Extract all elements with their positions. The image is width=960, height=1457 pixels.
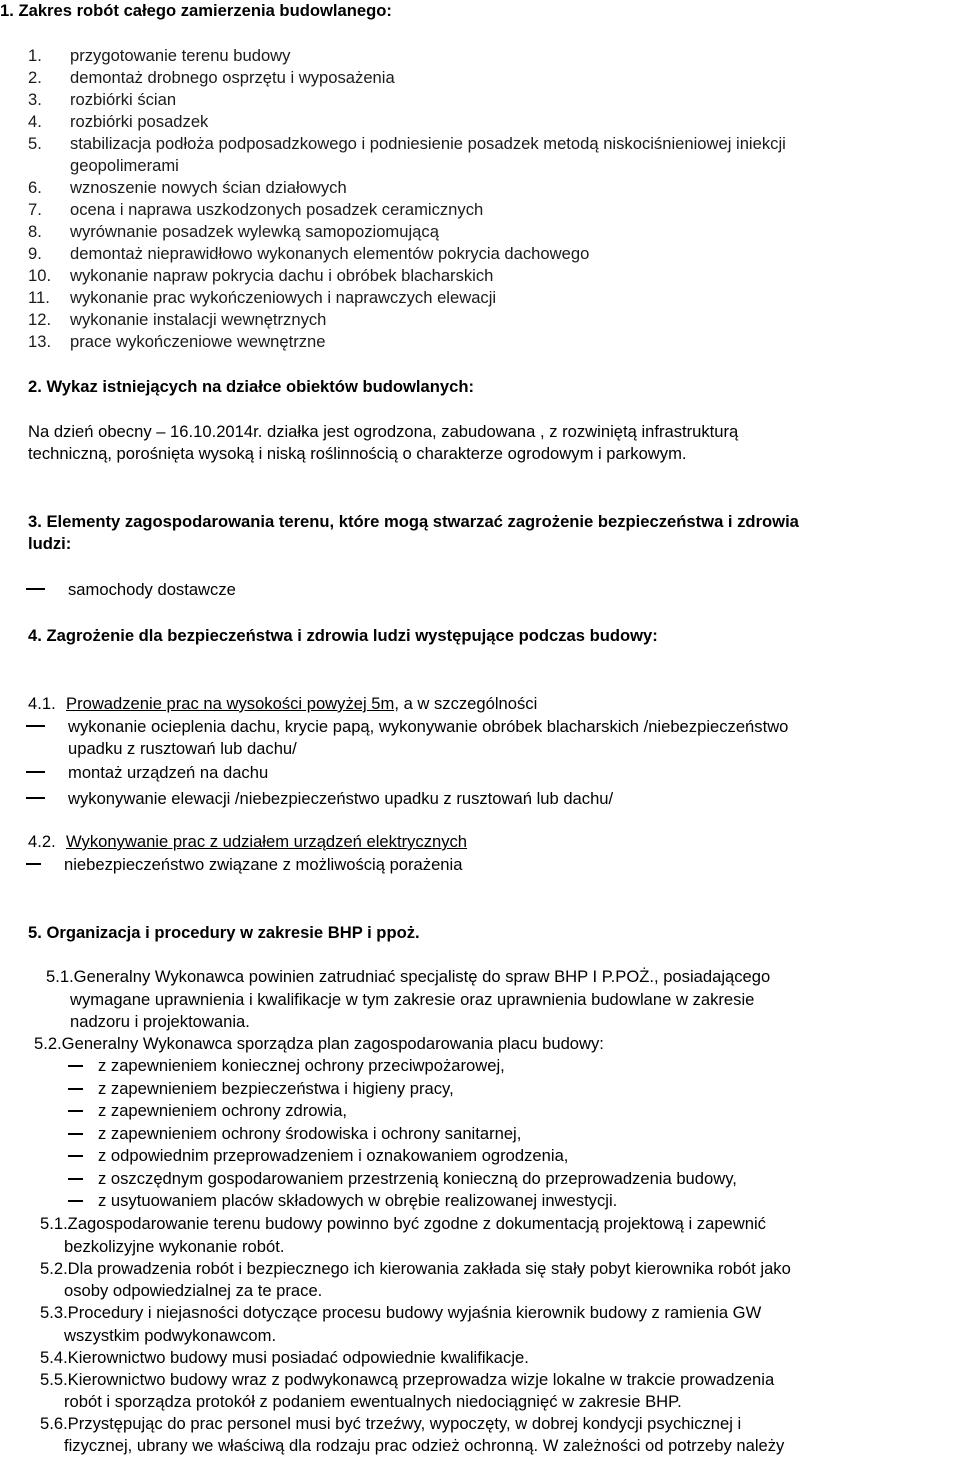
dash-bullet-icon [26,863,41,865]
list-num: 12. [28,310,52,329]
dash-bullet-icon [26,588,45,590]
list-num: 3. [28,90,42,109]
subsection-title-rest: a w szczególności [398,694,538,713]
dash-bullet-icon [68,1110,83,1112]
list-item: z zapewnieniem ochrony zdrowia, [98,1101,348,1120]
list-item: wykonanie prac wykończeniowych i naprawczych elewacji [70,288,497,307]
section-5-heading: 5. Organizacja i procedury w zakresie BHP i ppoż. [28,923,420,942]
list-num: 5. [28,134,42,153]
list-item: niebezpieczeństwo związane z możliwością porażenia [64,855,463,874]
dash-bullet-icon [68,1065,83,1067]
list-num: 8. [28,222,42,241]
paragraph-line: osoby odpowiedzialnej za te prace. [64,1281,323,1300]
list-num: 9. [28,244,42,263]
list-num: 2. [28,68,42,87]
list-item: przygotowanie terenu budowy [70,46,291,65]
list-item: ocena i naprawa uszkodzonych posadzek ceramicznych [70,200,484,219]
list-item: stabilizacja podłoża podposadzkowego i podniesienie posadzek metodą niskociśnieniowej iniekcji [70,134,786,153]
section-1-heading: 1. Zakres robót całego zamierzenia budowlanego: [0,1,392,20]
subsection-title-line [66,694,537,714]
list-item: demontaż drobnego osprzętu i wyposażenia [70,68,395,87]
list-item: wyrównanie posadzek wylewką samopoziomującą [70,222,439,241]
paragraph-line: 5.1.Generalny Wykonawca powinien zatrudniać specjalistę do spraw BHP I P.POŻ., posiadającego [46,967,771,986]
list-item: z zapewnieniem ochrony środowiska i ochrony sanitarnej, [98,1124,522,1143]
list-item: z zapewnieniem koniecznej ochrony przeciwpożarowej, [98,1056,505,1075]
list-item: wznoszenie nowych ścian działowych [70,178,347,197]
dash-bullet-icon [26,725,45,727]
dash-bullet-icon [68,1200,83,1202]
paragraph-line: robót i sporządza protokół z podaniem ewentualnych niedociągnięć w zakresie BHP. [64,1392,682,1411]
section-3-heading: 3. Elementy zagospodarowania terenu, które mogą stwarzać zagrożenie bezpieczeństwa i zdrowia [28,512,799,531]
paragraph-line: 5.3.Procedury i niejasności dotyczące procesu budowy wyjaśnia kierownik budowy z ramienia GW [40,1303,762,1322]
list-item: z usytuowaniem placów składowych w obrębie realizowanej inwestycji. [98,1191,618,1210]
list-item: z oszczędnym gospodarowaniem przestrzenią konieczną do przeprowadzenia budowy, [98,1169,737,1188]
list-item: wykonanie ocieplenia dachu, krycie papą, wykonywanie obróbek blacharskich /niebezpieczeństwo [68,717,789,736]
dash-bullet-icon [68,1178,83,1180]
paragraph-line: 5.4.Kierownictwo budowy musi posiadać odpowiednie kwalifikacje. [40,1348,529,1367]
list-num: 1. [28,46,42,65]
list-item: z odpowiednim przeprowadzeniem i oznakowaniem ogrodzenia, [98,1146,569,1165]
list-item: rozbiórki posadzek [70,112,209,131]
list-item: prace wykończeniowe wewnętrzne [70,332,326,351]
subsection-number: 4.1. [28,694,56,713]
paragraph-line: 5.2.Generalny Wykonawca sporządza plan zagospodarowania placu budowy: [34,1034,604,1053]
list-item: demontaż nieprawidłowo wykonanych elementów pokrycia dachowego [70,244,590,263]
dash-bullet-icon [26,771,45,773]
list-item: wykonywanie elewacji /niebezpieczeństwo upadku z rusztowań lub dachu/ [68,789,614,808]
list-num: 10. [28,266,52,285]
paragraph-line: wymagane uprawnienia i kwalifikacje w tym zakresie oraz uprawnienia budowlane w zakresie [70,990,755,1009]
list-item: wykonanie napraw pokrycia dachu i obróbek blacharskich [70,266,494,285]
paragraph-line: techniczną, porośnięta wysoką i niską roślinnością o charakterze ogrodowym i parkowym. [28,444,687,463]
dash-bullet-icon [68,1133,83,1135]
dash-bullet-icon [26,797,45,799]
dash-bullet-icon [68,1155,83,1157]
subsection-number: 4.2. [28,832,56,851]
paragraph-line: fizycznej, ubrany we właściwą dla rodzaju prac odzież ochronną. W zależności od potrzeby należy [64,1436,785,1455]
list-item: rozbiórki ścian [70,90,177,109]
paragraph-line: Na dzień obecny – 16.10.2014r. działka jest ogrodzona, zabudowana , z rozwiniętą infrastrukturą [28,422,739,441]
list-item: montaż urządzeń na dachu [68,763,269,782]
list-item: samochody dostawcze [68,580,236,599]
paragraph-line: 5.1.Zagospodarowanie terenu budowy powinno być zgodne z dokumentacją projektową i zapewnić [40,1214,766,1233]
section-2-heading: 2. Wykaz istniejących na działce obiektów budowlanych: [28,377,475,396]
paragraph-line: nadzoru i projektowania. [70,1012,250,1031]
section-4-heading: 4. Zagrożenie dla bezpieczeństwa i zdrowia ludzi występujące podczas budowy: [28,626,658,645]
list-item: z zapewnieniem bezpieczeństwa i higieny pracy, [98,1079,454,1098]
list-num: 4. [28,112,42,131]
list-item-cont: upadku z rusztowań lub dachu/ [68,739,297,758]
list-item-cont: geopolimerami [70,156,179,175]
list-num: 13. [28,332,52,351]
paragraph-line: bezkolizyjne wykonanie robót. [64,1237,285,1256]
subsection-title: Wykonywanie prac z udziałem urządzeń elektrycznych [66,832,468,851]
list-item: wykonanie instalacji wewnętrznych [70,310,327,329]
dash-bullet-icon [68,1088,83,1090]
paragraph-line: 5.2.Dla prowadzenia robót i bezpiecznego ich kierowania zakłada się stały pobyt kierownika robót jako [40,1259,791,1278]
list-num: 11. [28,288,50,307]
paragraph-line: 5.5.Kierownictwo budowy wraz z podwykonawcą przeprowadza wizje lokalne w trakcie prowadzenia [40,1370,775,1389]
list-num: 7. [28,200,42,219]
paragraph-line: 5.6.Przystępując do prac personel musi być trzeźwy, wypoczęty, w dobrej kondycji psychicznej i [40,1414,742,1433]
section-3-heading-cont: ludzi: [28,534,72,553]
list-num: 6. [28,178,42,197]
subsection-title: Prowadzenie prac na wysokości powyżej 5m, [66,694,399,713]
paragraph-line: wszystkim podwykonawcom. [64,1326,277,1345]
